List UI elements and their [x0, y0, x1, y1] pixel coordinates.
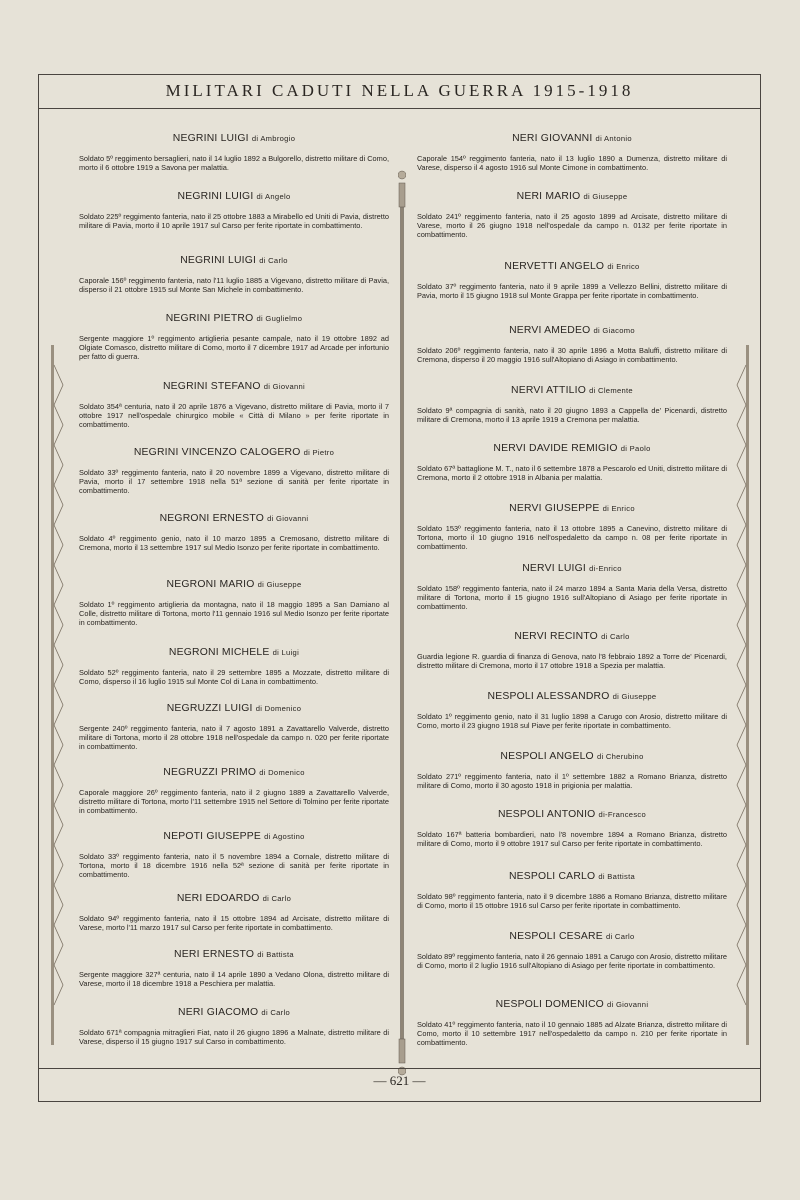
entry [79, 313, 389, 361]
entry [417, 751, 727, 790]
entry [79, 647, 389, 686]
entry-name: NEGRONI ERNESTO di Giovanni [159, 513, 309, 524]
entry-name: NEGRINI LUIGI di Angelo [177, 191, 291, 202]
entry [79, 513, 389, 552]
entry-text: Soldato 33º reggimento fanteria, nato il 5 novembre 1894 a Cornale, distretto militare di Tortona, morto il 18 dicembre 1916 nella 52ª sezione di sanità per ferite riportate in combattimento. [79, 852, 389, 879]
entry-text: Soldato 67ª battaglione M. T., nato il 6 settembre 1878 a Pescarolo ed Uniti, distretto militare di Cremona, morto il 2 ottobre 1918 in Albania per malattia. [417, 464, 727, 482]
entry-name: NESPOLI ALESSANDRO di Giuseppe [487, 691, 657, 702]
left-flag-ornament [41, 345, 65, 1045]
entry-text: Caporale maggiore 26º reggimento fanteria, nato il 2 giugno 1889 a Zavattarello Valverde, distretto militare di Tortona, morto l'11 settembre 1915 nel Settore di Tolmino per ferite riportate in combattimento. [79, 788, 389, 815]
entry [417, 999, 727, 1047]
entry [417, 691, 727, 730]
entry-text: Caporale 156º reggimento fanteria, nato l'11 luglio 1885 a Vigevano, distretto militare di Pavia, disperso il 21 ottobre 1915 sul Monte San Michele in combattimento. [79, 276, 389, 294]
entry [417, 563, 727, 611]
entry-name: NEGRINI PIETRO di Guglielmo [165, 313, 303, 324]
entry [79, 381, 389, 429]
entry [417, 809, 727, 848]
entry-name: NEGRUZZI PRIMO di Domenico [163, 767, 305, 778]
header-rule [39, 108, 760, 109]
entry-name: NESPOLI CESARE di Carlo [509, 931, 635, 942]
entry-name: NEGRINI STEFANO di Giovanni [162, 381, 306, 392]
entry-text: Soldato 98º reggimento fanteria, nato il 9 dicembre 1886 a Romano Brianza, distretto militare di Como, morto il 15 ottobre 1916 sul Carso per ferite riportate in combattimento. [417, 892, 727, 910]
entry-text: Sergente 240º reggimento fanteria, nato il 7 agosto 1891 a Zavattarello Valverde, distretto militare di Tortona, morto il 28 ottobre 1918 nell'ospedale da campo n. 020 per ferite riportate in combattimento. [79, 724, 389, 751]
entry-name: NEGRINI VINCENZO CALOGERO di Pietro [133, 447, 335, 458]
entry-name: NERI EDOARDO di Carlo [176, 893, 292, 904]
entry-name: NERI GIACOMO di Carlo [177, 1007, 290, 1018]
entry-text: Soldato 41º reggimento fanteria, nato il 10 gennaio 1885 ad Alzate Brianza, distretto militare di Como, morto il 10 settembre 1917 nell'ospedaletto da campo n. 210 per ferite riportate in combattimento. [417, 1020, 727, 1047]
entry-name: NEPOTI GIUSEPPE di Agostino [163, 831, 305, 842]
page-frame [38, 74, 761, 1102]
entry-name: NERI ERNESTO di Battista [174, 949, 294, 960]
entry [79, 949, 389, 988]
entry [417, 191, 727, 239]
entry-name: NERVETTI ANGELO di Enrico [504, 261, 640, 272]
footer-rule [39, 1068, 760, 1069]
entry [417, 385, 727, 424]
entry-text: Soldato 37º reggimento fanteria, nato il 9 aprile 1899 a Vellezzo Bellini, distretto militare di Pavia, morto il 15 giugno 1918 sul Monte Grappa per ferite riportate in combattimento. [417, 282, 727, 300]
entry-text: Soldato 9ª compagnia di sanità, nato il 20 giugno 1893 a Cappella de' Picenardi, distretto militare di Cremona, morto il 13 aprile 1919 a Cremona per malattia. [417, 406, 727, 424]
center-banner-pole-ornament [398, 163, 406, 1083]
entry-name: NERVI RECINTO di Carlo [514, 631, 630, 642]
entry-text: Soldato 354ª centuria, nato il 20 aprile 1876 a Vigevano, distretto militare di Pavia, morto il 7 ottobre 1917 nell'ospedale chirurgico mobile « Città di Milano » per ferite riportate in combattimento. [79, 402, 389, 429]
entry-text: Soldato 5º reggimento bersaglieri, nato il 14 luglio 1892 a Bulgorello, distretto militare di Como, morto il 6 ottobre 1919 a Savona per malattia. [79, 154, 389, 172]
entry [79, 447, 389, 495]
entry [417, 261, 727, 300]
entry [417, 871, 727, 910]
entry [79, 1007, 389, 1046]
entry [417, 631, 727, 670]
entry [79, 191, 389, 230]
right-flag-ornament [735, 345, 759, 1045]
entry [417, 325, 727, 364]
entry-name: NERVI LUIGI di-Enrico [522, 563, 622, 574]
entry [79, 893, 389, 932]
entry-name: NESPOLI ANGELO di Cherubino [500, 751, 644, 762]
entry [79, 579, 389, 627]
entry-text: Soldato 158º reggimento fanteria, nato il 24 marzo 1894 a Santa Maria della Versa, distretto militare di Tortona, morto il 15 giugno 1916 sull'Altopiano di Asiago per ferite riportate in combattimento. [417, 584, 727, 611]
entry-text: Soldato 1º reggimento artiglieria da montagna, nato il 18 maggio 1895 a San Damiano al Colle, distretto militare di Tortona, morto l'11 gennaio 1916 sul Medio Isonzo per ferite riportate in combattimento. [79, 600, 389, 627]
entry [79, 767, 389, 815]
entry-name: NERI MARIO di Giuseppe [516, 191, 628, 202]
entry-text: Soldato 1º reggimento genio, nato il 31 luglio 1898 a Carugo con Arosio, distretto militare di Como, morto il 23 giugno 1918 sul Piave per ferite riportate in combattimento. [417, 712, 727, 730]
entry-text: Sergente maggiore 327ª centuria, nato il 14 aprile 1890 a Vedano Olona, distretto militare di Varese, morto il 18 dicembre 1918 a Peschiera per malattia. [79, 970, 389, 988]
entry [417, 443, 727, 482]
entry-name: NERVI DAVIDE REMIGIO di Paolo [493, 443, 651, 454]
entry-text: Soldato 241º reggimento fanteria, nato il 25 agosto 1899 ad Arcisate, distretto militare di Varese, morto il 26 giugno 1918 nell'ospedale da campo n. 0132 per ferite riportate in combattimento. [417, 212, 727, 239]
entry-name: NESPOLI DOMENICO di Giovanni [495, 999, 649, 1010]
entry-name: NERVI ATTILIO di Clemente [511, 385, 633, 396]
entry [79, 255, 389, 294]
entry-text: Soldato 225º reggimento fanteria, nato il 25 ottobre 1883 a Mirabello ed Uniti di Pavia, distretto militare di Pavia, morto il 10 aprile 1917 sul Carso per ferite riportate in combattimento. [79, 212, 389, 230]
entry [417, 931, 727, 970]
entry-name: NEGRONI MICHELE di Luigi [168, 647, 300, 658]
entry [79, 831, 389, 879]
page-number: — 621 — [373, 1073, 426, 1088]
entry-text: Soldato 52º reggimento fanteria, nato il 29 settembre 1895 a Mozzate, distretto militare di Como, disperso il 16 luglio 1915 sul Monte Col di Lana in combattimento. [79, 668, 389, 686]
entry-text: Soldato 167ª batteria bombardieri, nato l'8 novembre 1894 a Romano Brianza, distretto militare di Como, morto il 9 ottobre 1917 sul Carso per ferite riportate in combattimento. [417, 830, 727, 848]
entry-text: Soldato 271º reggimento fanteria, nato il 1º settembre 1882 a Romano Brianza, distretto militare di Como, morto il 30 agosto 1918 in prigionia per malattia. [417, 772, 727, 790]
entry [417, 133, 727, 172]
entry-text: Soldato 206º reggimento fanteria, nato il 30 aprile 1896 a Motta Baluffi, distretto militare di Cremona, disperso il 20 maggio 1916 sull'Altopiano di Asiago in combattimento. [417, 346, 727, 364]
entry [417, 503, 727, 551]
entry-name: NERI GIOVANNI di Antonio [512, 133, 632, 144]
entry-text: Soldato 94º reggimento fanteria, nato il 15 ottobre 1894 ad Arcisate, distretto militare di Varese, morto l'11 marzo 1917 sul Carso per ferite riportate in combattimento. [79, 914, 389, 932]
entry-name: NERVI GIUSEPPE di Enrico [509, 503, 635, 514]
entry-text: Soldato 4º reggimento genio, nato il 10 marzo 1895 a Cremosano, distretto militare di Cremona, morto il 13 settembre 1917 sul Medio Isonzo per ferite riportate in combattimento. [79, 534, 389, 552]
entry-text: Soldato 89º reggimento fanteria, nato il 26 gennaio 1891 a Carugo con Arosio, distretto militare di Como, morto il 2 luglio 1916 sull'Altopiano di Asiago per ferite riportate in combattimento. [417, 952, 728, 970]
entry-name: NEGRINI LUIGI di Ambrogio [172, 133, 296, 144]
entry-text: Soldato 671ª compagnia mitraglieri Fiat, nato il 26 giugno 1896 a Malnate, distretto militare di Varese, disperso il 15 giugno 1917 sul Carso in combattimento. [79, 1028, 389, 1046]
entry-name: NESPOLI CARLO di Battista [508, 871, 636, 882]
entry-text: Sergente maggiore 1º reggimento artiglieria pesante campale, nato il 19 ottobre 1892 ad Olgiate Comasco, distretto militare di Como, morto il 7 dicembre 1917 ad Arcade per infortunio per fatto di guerra. [79, 334, 389, 361]
entry-name: NEGRONI MARIO di Giuseppe [166, 579, 302, 590]
entry-name: NEGRUZZI LUIGI di Domenico [166, 703, 302, 714]
page-header-title: MILITARI CADUTI NELLA GUERRA 1915-1918 [165, 81, 634, 100]
entry-text: Caporale 154º reggimento fanteria, nato il 13 luglio 1890 a Dumenza, distretto militare di Varese, disperso il 4 agosto 1916 sul Monte Cimone in combattimento. [417, 154, 727, 172]
entry-text: Guardia legione R. guardia di finanza di Genova, nato l'8 febbraio 1892 a Torre de' Picenardi, distretto militare di Cremona, morto il 17 ottobre 1918 a Spezia per malattia. [417, 652, 727, 670]
entry [79, 703, 389, 751]
entry-text: Soldato 153º reggimento fanteria, nato il 13 ottobre 1895 a Canevino, distretto militare di Tortona, morto il 10 giugno 1916 nell'ospedaletto da campo n. 08 per ferite riportate in combattimento. [417, 524, 727, 551]
entry-name: NEGRINI LUIGI di Carlo [180, 255, 288, 266]
entry-text: Soldato 33º reggimento fanteria, nato il 20 novembre 1899 a Vigevano, distretto militare di Pavia, morto il 17 settembre 1918 nella 51ª sezione di sanità per ferite riportate in combattimento. [79, 468, 389, 495]
entry [79, 133, 389, 172]
entry-name: NERVI AMEDEO di Giacomo [509, 325, 635, 336]
entry-name: NESPOLI ANTONIO di-Francesco [497, 809, 647, 820]
